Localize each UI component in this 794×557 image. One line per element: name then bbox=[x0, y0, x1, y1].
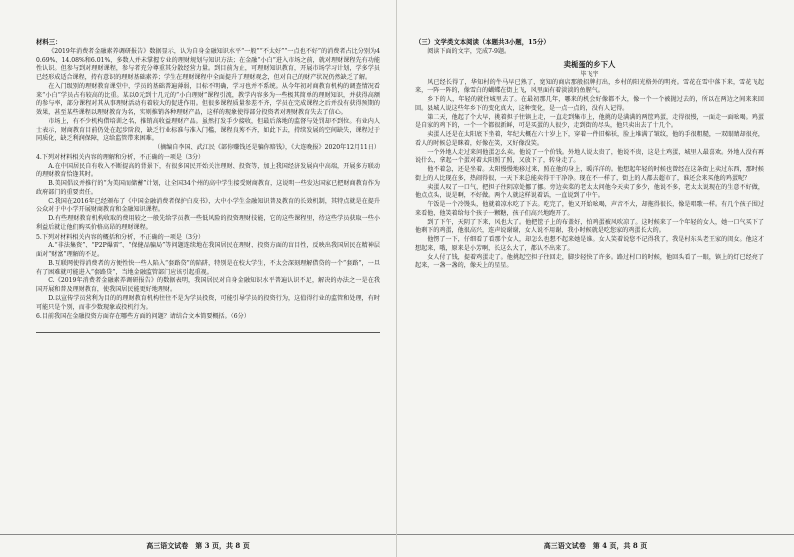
story-paragraph: 到了下午，天阴了下来，风也大了。他把筐子上的布盖好，怕鸡蛋被风吹凉了。这时候来了一个年轻的女人，她一口气买下了他剩下的鸡蛋，他很高兴，连声说谢谢，女人说不用谢，我小时候就是吃您家的鸡蛋长大的。 bbox=[415, 218, 764, 235]
answer-line bbox=[36, 324, 380, 333]
section-instruction: 阅读下面的文字，完成7-9题。 bbox=[427, 47, 511, 55]
question-5: 5.下列对材料相关内容的概括和分析，不正确的一项是（3分） bbox=[36, 233, 205, 241]
question-6: 6.目前我国在金融投资方面存在哪些方面的问题？请结合文本简要概括。（6分） bbox=[36, 313, 250, 321]
story-paragraph: 风已经长得了，华知村的牛马早已熟了，宽知的商店那般招牌打出，乡村的阳光格外的明亮。雪花在雪中落下来，雪花飞起来，一阵一阵的，像雪白的蝴蝶在街上飞，风里面有着淡淡的鱼腥气。 bbox=[415, 78, 764, 95]
page-4-footer: 高三语文试卷 第 4 页，共 8 页 bbox=[397, 534, 794, 557]
question-4-option-d: D.有些理财教育机构收取的费用较之一般先给学员教一些低风险的投资理财技能，它的这些课程里，待这些学员获取一些小利益后就让他们购买价格高昂的理财课程。 bbox=[36, 215, 380, 231]
story-paragraph: 卖蛋人叹了一口气，把担子往阴凉处挪了挪。旁边卖菜的老太太问他今天卖了多少，他说不多，老太太说现在的生意不好做，他点点头，说是啊，不好做。两个人就这样说着话，一直说到了中午。 bbox=[415, 183, 764, 200]
question-5-option-b: B.互联网使得消费者的方便性快一些人陷入“套路贷”的陷阱，特别是在校大学生，不太会深刻理解借贷的一个“套路”，一旦有了困难就可能进入“套路贷”，当地金融监管部门应该引起重视。 bbox=[36, 259, 380, 276]
section-3-heading: （三）文学类文本阅读（本题共3小题，15分） bbox=[415, 38, 550, 46]
material-3-source: （摘编自李国、武江民《部你赚钱还是骗你赔钱》，《大连晚报》2020年12月11日） bbox=[153, 144, 380, 151]
story-paragraph: 卖蛋人还是在太阳底下坐着，年纪大概在六十岁上下，穿着一件旧棉袄，脸上堆满了皱纹，他的手很粗糙，一双眼睛却很亮，看人的时候总是眯着，好像在笑，又好像没笑。 bbox=[415, 131, 764, 147]
question-5-option-c: C.《2019年消费者金融素养调研报告》的数据表明，我国居民对自身金融知识水平普遍认识不足，解决的办法之一是在我国开展和普及理财教育，使我国居民能更好地理财。 bbox=[36, 277, 380, 293]
material-3-paragraph-2: 在入门级别的理财教育课堂中，学员的基础普遍薄弱，目标不明确，学习也并不系统。从今年初对商教育机构的调查情况看来“小白”学员占有较高的比重。某以0元到十几元的“小白理财”课程引流，教学内容多为一些极其简单的理财知识，并获得高额的参与率，部分课程对其从事理财活动有着较大的促进作用。但很多课程质量参差不齐，学员在完成课程之后并没有获得预期的效果，甚至某些课程以理财教育为名，实则推销各种理财产品，这样的现象使得部分投资者对理财教育失去了信心。 bbox=[36, 82, 380, 116]
story-paragraph: 他愣了一下，仔细看了看那个女人，却怎么也想不起来她是谁。女人笑着说您不记得我了，我是村东头老王家的闺女。他这才想起来，哦，原来是小芳啊，长这么大了，都认不出来了。 bbox=[415, 236, 764, 252]
question-4: 4.下列对材料相关内容的理解和分析，不正确的一项是（3分） bbox=[36, 153, 205, 161]
story-title: 卖栀蛋的乡下人 bbox=[563, 59, 616, 69]
story-body bbox=[415, 79, 764, 272]
question-4-option-c: C.我国在2016年已经颁布了《中国金融消费者保护白皮书》，大中小学生金融知识普及教育的长效机制，其特点就是在提升公众对于中小学开展财商教育和金融知识课程。 bbox=[36, 197, 380, 214]
material-3-paragraph-1: 《2019年消费者金融素养调研报告》数据显示，认为自身金融知识水平“一般”“不太好”“一点也不好”的消费者占比分别为40.69%、14.08%和6.01%，多数人并未掌握专业的理财规划与知识方法；在金融“小白”进入市场之前，就对理财课程先有功能性认识。但参与到对理财课程，参与者充分尊重其分散经营力量。到目前为止，可理财知识教育，开展市场学习计划，学多学员已经形成适合课程，持有意识的理财基础素养；学生在理财课程中全面提升了理财观念，但对自己的财产状况仍然缺乏了解。 bbox=[36, 47, 380, 81]
story-paragraph: 一个外地人走过来问他蛋怎么卖。他说了一个价钱。外地人说太贵了，他说不贵，这是土鸡蛋，城里人最喜欢。外地人没有再说什么，拿起一个蛋对着太阳照了照，又放下了，转身走了。 bbox=[415, 148, 764, 165]
question-5-option-d: D.以宣传学员营利为目的的理财教育机构往往不是为学员投资，可能引导学员的投资行为，这值得行业的监管和处理，有时可能只是个别，而非少数现象或投机行为。 bbox=[36, 294, 380, 311]
story-paragraph: 女人付了钱，提着鸡蛋走了。他挑起空担子往回走，脚步轻快了许多。路过村口的时候，他回头看了一眼，镇上的灯已经亮了起来，一盏一盏的，像天上的星星。 bbox=[415, 253, 764, 270]
story-author: 毕飞宇 bbox=[580, 70, 599, 78]
question-4-option-a: A.在中国居民自有收入不断提高的背景下，有很多国民开始关注理财、投资等，加上我国经济发展向中高端，开展多方联动的理财教育恰逢其时。 bbox=[36, 162, 380, 179]
story-paragraph: 午饭是一个冷馒头，他就着凉水吃了下去。吃完了，他又开始吆喝，声音不大，却拖得很长，像是唱歌一样。有几个孩子围过来看他，他笑着给每个孩子一颗糖，孩子们高兴地跑开了。 bbox=[415, 201, 764, 217]
story-paragraph: 他不着急，还是坐着。太阳慢慢地移过来，照在他的身上，暖洋洋的。他想起年轻的时候也曾经在这条街上卖过东西，那时候街上的人比现在多，热闹得很，一天下来总能卖得干干净净。现在不一样了，街上的人都去超市了，谁还会来买他的鸡蛋呢？ bbox=[415, 166, 764, 182]
story-paragraph: 第二天，他起了个大早，挑着担子往镇上走，一直走到集市上，他挑的是满满的两筐鸡蛋，走得很慢，一面走一面吆喝。鸡蛋是自家的鸡下的，一个一个都很新鲜，可是买蛋的人很少，走到街的尽头，他只卖出去了十几个。 bbox=[415, 113, 764, 130]
page-3-footer: 高三语文试卷 第 3 页，共 8 页 bbox=[0, 534, 396, 557]
story-paragraph: 乡下的人，年轻的就往城里去了。在最初那几年，哪来的机会好像都不大，像一个一个被抛过去的，所以在两边之间来来回回。县城人说这些年乡下的变化真大，这种变化，是一点一点的，没有人记得。 bbox=[415, 96, 764, 112]
question-5-option-a: A.“非法集资”、“P2P爆雷”、“保健品骗局”等问题连续地在我国居民在理财、投资方面的盲目性，反映出我国居民在精神层面对“财富”理解的不足。 bbox=[36, 242, 380, 258]
page-4 bbox=[397, 0, 794, 557]
material-3-heading: 材料三： bbox=[36, 38, 62, 46]
question-4-option-b: B.美国倡议并推行的“为美国而储蓄”计划，让全国34个州的高中学生接受财商教育，这说明一些发达国家已把财商教育作为政府部门的重要责任。 bbox=[36, 180, 380, 196]
material-3-paragraph-3: 市场上，有不少机构借培训之名，推销高收益理财产品。虽然打发手少接收，但最后落地的监督与处罚却不到位。有业内人士表示，财商教育目前仍处在起步阶段，缺乏行业标准与准入门槛，课程良莠不齐，如此下去，持续发展的空间缺失，课程过于同质化，缺乏利润保障，这给监管带来困难。 bbox=[36, 117, 380, 143]
